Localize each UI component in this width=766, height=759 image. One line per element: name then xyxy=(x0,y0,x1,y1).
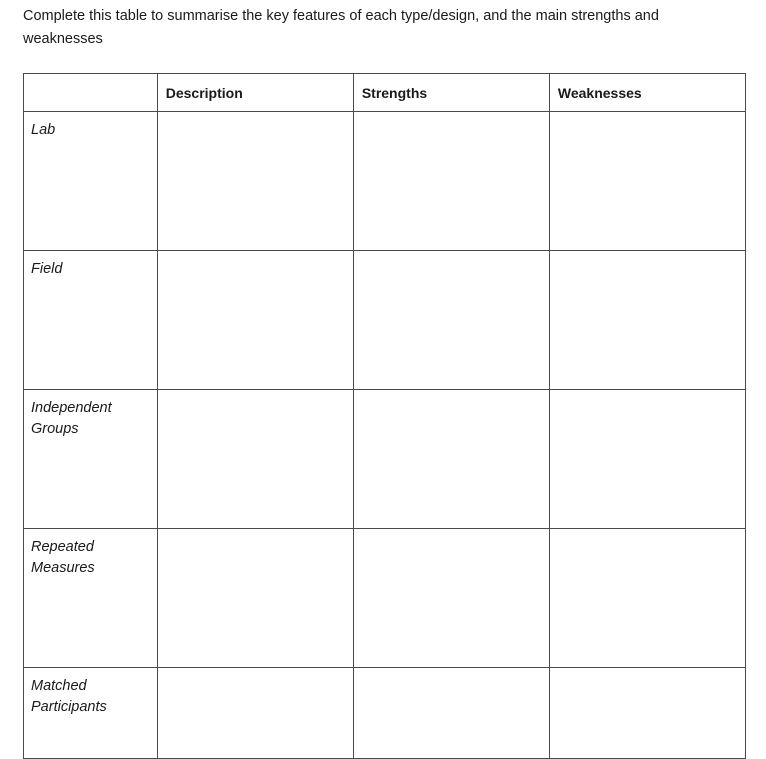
strengths-cell[interactable] xyxy=(353,668,549,759)
header-description-label: Description xyxy=(165,84,243,101)
description-cell[interactable] xyxy=(157,668,353,759)
header-weaknesses xyxy=(549,74,745,112)
weaknesses-cell[interactable] xyxy=(549,668,745,759)
description-cell[interactable] xyxy=(157,390,353,529)
weaknesses-cell[interactable] xyxy=(549,390,745,529)
header-row xyxy=(24,74,746,112)
summary-table xyxy=(23,73,746,759)
instructions-text: Complete this table to summarise the key features of each type/design, and the main strengths and weaknesses xyxy=(23,8,659,47)
weaknesses-cell[interactable] xyxy=(549,529,745,668)
row-label: Matched Participants xyxy=(31,678,107,715)
header-weaknesses-label: Weaknesses xyxy=(557,84,642,101)
table-row xyxy=(24,529,746,668)
table-row xyxy=(24,668,746,759)
table-row xyxy=(24,251,746,390)
strengths-cell[interactable] xyxy=(353,390,549,529)
header-description xyxy=(157,74,353,112)
strengths-cell[interactable] xyxy=(353,112,549,251)
row-label: Repeated Measures xyxy=(31,539,95,576)
row-label-cell xyxy=(24,112,158,251)
header-strengths-label: Strengths xyxy=(361,84,428,101)
row-label-cell xyxy=(24,390,158,529)
table-row xyxy=(24,390,746,529)
row-label: Field xyxy=(31,261,63,277)
weaknesses-cell[interactable] xyxy=(549,251,745,390)
header-strengths xyxy=(353,74,549,112)
description-cell[interactable] xyxy=(157,251,353,390)
description-cell[interactable] xyxy=(157,529,353,668)
table-row xyxy=(24,112,746,251)
row-label: Independent Groups xyxy=(31,400,112,437)
row-label: Lab xyxy=(31,122,56,138)
row-label-cell xyxy=(24,668,158,759)
weaknesses-cell[interactable] xyxy=(549,112,745,251)
row-label-cell xyxy=(24,251,158,390)
strengths-cell[interactable] xyxy=(353,251,549,390)
header-corner-cell xyxy=(24,74,158,112)
description-cell[interactable] xyxy=(157,112,353,251)
strengths-cell[interactable] xyxy=(353,529,549,668)
row-label-cell xyxy=(24,529,158,668)
